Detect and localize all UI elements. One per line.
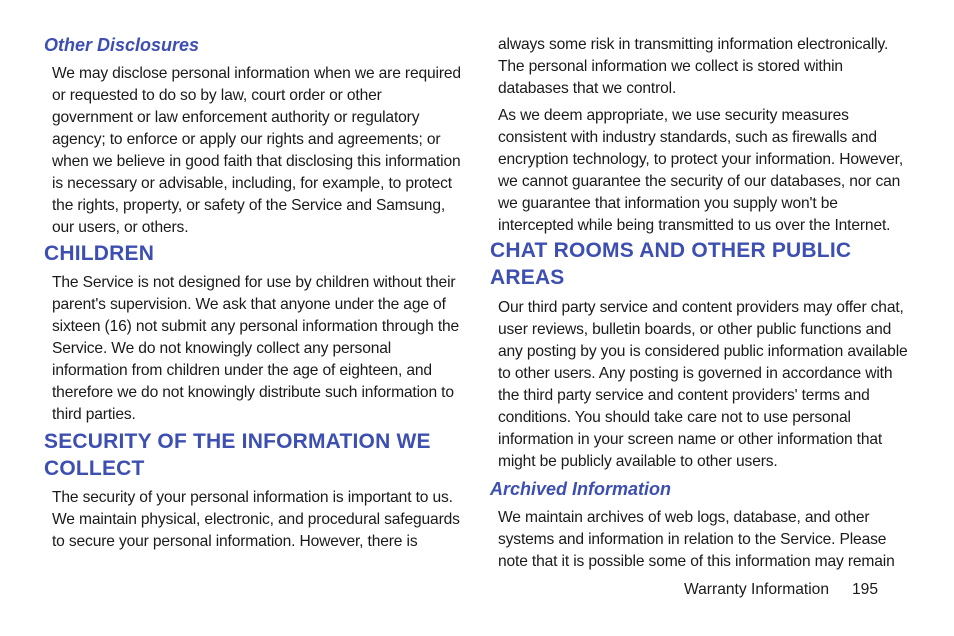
children-heading: CHILDREN bbox=[44, 242, 155, 265]
text-line: We may disclose personal information when we are required bbox=[52, 65, 461, 82]
text-line: The Service is not designed for use by children without their bbox=[52, 274, 456, 291]
text-line: to secure your personal information. However, there is bbox=[52, 533, 418, 550]
heading-line: AREAS bbox=[490, 266, 565, 289]
text-line: therefore we do not knowingly distribute such information to bbox=[52, 384, 454, 401]
text-line: third parties. bbox=[52, 406, 136, 423]
text-line: the third party service and content providers' terms and bbox=[498, 387, 870, 404]
text-line: parent's supervision. We ask that anyone under the age of bbox=[52, 296, 446, 313]
text-line: agency; to enforce or apply our rights and agreements; or bbox=[52, 131, 441, 148]
text-line: we guarantee that information you supply won't be bbox=[498, 195, 838, 212]
text-line: We maintain physical, electronic, and procedural safeguards bbox=[52, 511, 460, 528]
text-line: encryption technology, to protect your information. However, bbox=[498, 151, 904, 168]
text-line: always some risk in transmitting information electronically. bbox=[498, 36, 889, 53]
security-measures-paragraph bbox=[498, 105, 903, 237]
archived-information-heading: Archived Information bbox=[490, 479, 672, 499]
other-disclosures-heading: Other Disclosures bbox=[44, 35, 200, 55]
text-line: consistent with industry standards, such as firewalls and bbox=[498, 129, 877, 146]
text-line: systems and information in relation to the Service. Please bbox=[498, 531, 887, 548]
text-line: information in your screen name or other information that bbox=[498, 431, 883, 448]
text-line: might be publicly available to other users. bbox=[498, 453, 778, 470]
text-line: The security of your personal information is important to us. bbox=[52, 489, 453, 506]
text-line: Our third party service and content providers may offer chat, bbox=[498, 299, 904, 316]
security-continued-paragraph bbox=[498, 34, 888, 100]
text-line: intercepted while being transmitted to us over the Internet. bbox=[498, 217, 891, 234]
text-line: sixteen (16) not submit any personal information through the bbox=[52, 318, 460, 335]
text-line: user reviews, bulletin boards, or other public functions and bbox=[498, 321, 892, 338]
footer-section-label: Warranty Information bbox=[684, 581, 830, 598]
text-line: government or law enforcement authority or regulatory bbox=[52, 109, 420, 126]
heading-line: CHAT ROOMS AND OTHER PUBLIC bbox=[490, 239, 852, 262]
text-line: to other users. Any posting is governed in accordance with bbox=[498, 365, 893, 382]
text-line: or requested to do so by law, court order or other bbox=[52, 87, 382, 104]
children-paragraph bbox=[52, 272, 459, 426]
text-line: Service. We do not knowingly collect any personal bbox=[52, 340, 392, 357]
heading-line: COLLECT bbox=[44, 457, 145, 480]
other-disclosures-paragraph bbox=[52, 63, 461, 239]
security-heading bbox=[44, 428, 431, 482]
text-line: our users, or others. bbox=[52, 219, 189, 236]
text-line: We maintain archives of web logs, database, and other bbox=[498, 509, 870, 526]
text-line: As we deem appropriate, we use security measures bbox=[498, 107, 849, 124]
text-line: The personal information we collect is stored within bbox=[498, 58, 843, 75]
text-line: conditions. You should take care not to use personal bbox=[498, 409, 851, 426]
archived-information-paragraph bbox=[498, 507, 895, 573]
text-line: the rights, property, or safety of the Service and Samsung, bbox=[52, 197, 446, 214]
text-line: any posting by you is considered public information available bbox=[498, 343, 908, 360]
text-line: databases that we control. bbox=[498, 80, 677, 97]
heading-line: SECURITY OF THE INFORMATION WE bbox=[44, 430, 431, 453]
text-line: is necessary or advisable, including, for example, to protect bbox=[52, 175, 452, 192]
security-paragraph bbox=[52, 487, 460, 553]
text-line: note that it is possible some of this information may remain bbox=[498, 553, 895, 570]
page-number: 195 bbox=[852, 581, 879, 598]
text-line: we cannot guarantee the security of our databases, nor can bbox=[498, 173, 901, 190]
text-line: when we believe in good faith that disclosing this information bbox=[52, 153, 461, 170]
chat-rooms-heading bbox=[490, 237, 851, 291]
text-line: information from children under the age of eighteen, and bbox=[52, 362, 432, 379]
chat-rooms-paragraph bbox=[498, 297, 908, 473]
